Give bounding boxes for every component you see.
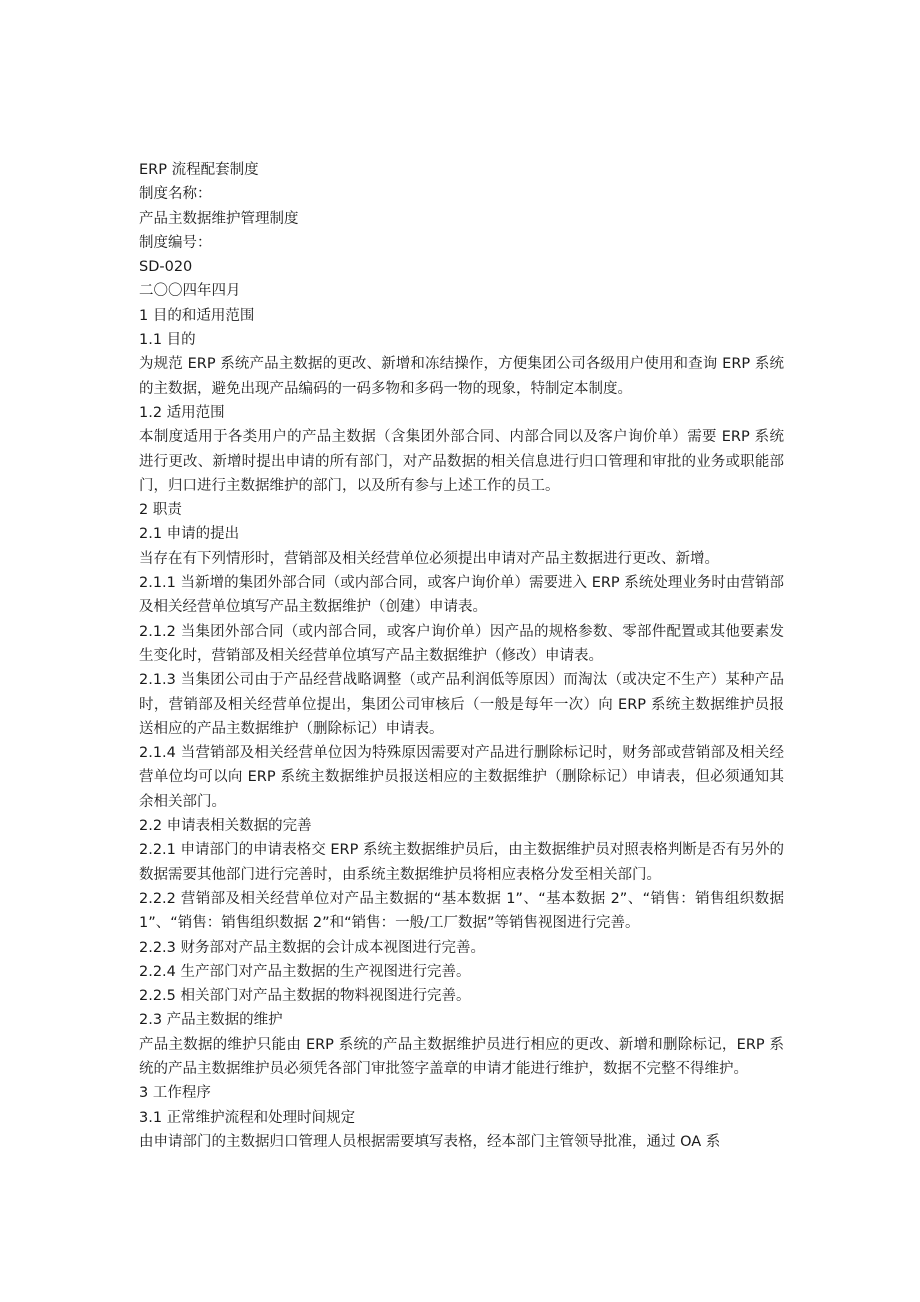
paragraph: 本制度适用于各类用户的产品主数据（含集团外部合同、内部合同以及客户询价单）需要 ERP 系统进行更改、新增时提出申请的所有部门，对产品数据的相关信息进行归口管理和审批的业务或职能部门，归口进行主数据维护的部门，以及所有参与上述工作的员工。 — [139, 429, 784, 494]
paragraph: 由申请部门的主数据归口管理人员根据需要填写表格，经本部门主管领导批准，通过 OA 系 — [139, 1133, 721, 1150]
subsection-heading: 2.3 产品主数据的维护 — [139, 1012, 283, 1029]
document-body — [139, 158, 784, 1154]
clause-line: 2.2.5 相关部门对产品主数据的物料视图进行完善。 — [139, 988, 471, 1005]
clause-paragraph: 2.1.2 当集团外部合同（或内部合同，或客户询价单）因产品的规格参数、零部件配置或其他要素发生变化时，营销部及相关经营单位填写产品主数据维护（修改）申请表。 — [139, 623, 784, 664]
document-header: ERP 流程配套制度 — [139, 162, 259, 178]
clause-paragraph: 2.1.1 当新增的集团外部合同（或内部合同，或客户询价单）需要进入 ERP 系统处理业务时由营销部及相关经营单位填写产品主数据维护（创建）申请表。 — [139, 575, 784, 616]
subsection-heading: 1.2 适用范围 — [139, 404, 225, 421]
section-heading: 1 目的和适用范围 — [139, 307, 255, 324]
clause-line: 2.2.3 财务部对产品主数据的会计成本视图进行完善。 — [139, 939, 486, 956]
paragraph: 当存在有下列情形时，营销部及相关经营单位必须提出申请对产品主数据进行更改、新增。 — [139, 550, 719, 567]
subsection-heading: 3.1 正常维护流程和处理时间规定 — [139, 1109, 356, 1126]
section-heading: 3 工作程序 — [139, 1085, 211, 1102]
clause-paragraph: 2.2.2 营销部及相关经营单位对产品主数据的“基本数据 1”、“基本数据 2”、“销售：销售组织数据 1”、“销售：销售组织数据 2”和“销售：一般/工厂数据”等销售视图进行完善。 — [139, 890, 784, 932]
paragraph: 产品主数据的维护只能由 ERP 系统的产品主数据维护员进行相应的更改、新增和删除标记，ERP 系统的产品主数据维护员必须凭各部门审批签字盖章的申请才能进行维护，数据不完整不得维护。 — [139, 1036, 784, 1077]
policy-name-label: 制度名称： — [139, 186, 212, 203]
subsection-heading: 1.1 目的 — [139, 332, 196, 349]
paragraph: 为规范 ERP 系统产品主数据的更改、新增和冻结操作，方便集团公司各级用户使用和查询 ERP 系统的主数据，避免出现产品编码的一码多物和多码一物的现象，特制定本制度。 — [139, 356, 784, 397]
clause-paragraph: 2.1.4 当营销部及相关经营单位因为特殊原因需要对产品进行删除标记时，财务部或营销部及相关经营单位均可以向 ERP 系统主数据维护员报送相应的主数据维护（删除标记）申请表，但必须通知其余相关部门。 — [139, 745, 784, 810]
document-date: 二〇〇四年四月 — [139, 283, 241, 300]
section-heading: 2 职责 — [139, 502, 182, 519]
clause-line: 2.2.4 生产部门对产品主数据的生产视图进行完善。 — [139, 963, 471, 980]
clause-paragraph: 2.1.3 当集团公司由于产品经营战略调整（或产品利润低等原因）而淘汰（或决定不生产）某种产品时，营销部及相关经营单位提出，集团公司审核后（一般是每年一次）向 ERP 系统主数据维护员报送相应的产品主数据维护（删除标记）申请表。 — [139, 672, 784, 737]
policy-name-value: 产品主数据维护管理制度 — [139, 210, 299, 227]
policy-number-value: SD-020 — [139, 259, 193, 276]
subsection-heading: 2.2 申请表相关数据的完善 — [139, 818, 312, 835]
policy-number-label: 制度编号： — [139, 234, 212, 251]
clause-paragraph: 2.2.1 申请部门的申请表格交 ERP 系统主数据维护员后，由主数据维护员对照表格判断是否有另外的数据需要其他部门进行完善时，由系统主数据维护员将相应表格分发至相关部门。 — [139, 842, 784, 883]
subsection-heading: 2.1 申请的提出 — [139, 526, 240, 543]
